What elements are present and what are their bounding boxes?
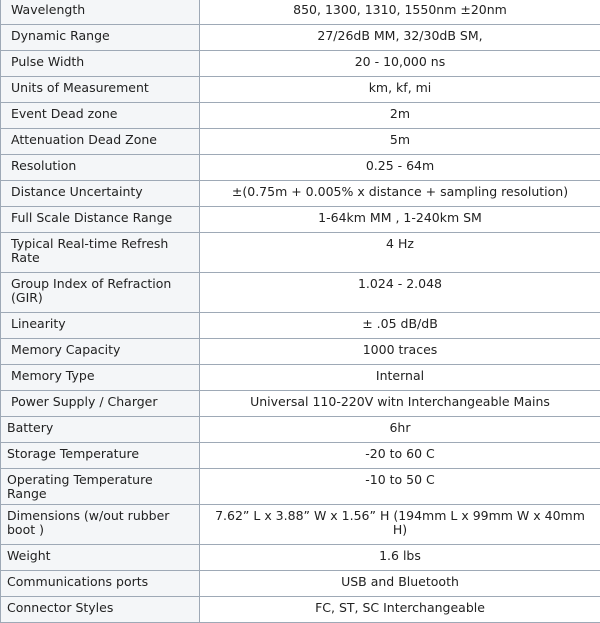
spec-label: Connector Styles xyxy=(1,597,200,623)
spec-value: 6hr xyxy=(200,417,600,443)
spec-row-full-scale-range xyxy=(1,207,600,233)
spec-label: Group Index of Refraction (GIR) xyxy=(1,273,200,313)
spec-row-battery xyxy=(1,417,600,443)
spec-row-distance-uncertainty xyxy=(1,181,600,207)
spec-row-dynamic-range xyxy=(1,25,600,51)
spec-value: 2m xyxy=(200,103,600,129)
spec-value: 27/26dB MM, 32/30dB SM, xyxy=(200,25,600,51)
spec-row-memory-type xyxy=(1,365,600,391)
spec-label: Operating Temperature Range xyxy=(1,469,200,505)
spec-value: 1000 traces xyxy=(200,339,600,365)
spec-value: 0.25 - 64m xyxy=(200,155,600,181)
spec-label: Weight xyxy=(1,545,200,571)
spec-value: ± .05 dB/dB xyxy=(200,313,600,339)
spec-label: Memory Type xyxy=(1,365,200,391)
spec-value: 7.62” L x 3.88” W x 1.56” H (194mm L x 99mm W x 40mm H) xyxy=(200,505,600,545)
spec-label: Attenuation Dead Zone xyxy=(1,129,200,155)
spec-row-refresh-rate xyxy=(1,233,600,273)
spec-row-wavelength xyxy=(1,0,600,25)
spec-label: Linearity xyxy=(1,313,200,339)
spec-label: Typical Real-time Refresh Rate xyxy=(1,233,200,273)
spec-value: FC, ST, SC Interchangeable xyxy=(200,597,600,623)
spec-label: Memory Capacity xyxy=(1,339,200,365)
spec-value: -20 to 60 C xyxy=(200,443,600,469)
spec-row-power-supply xyxy=(1,391,600,417)
spec-row-pulse-width xyxy=(1,51,600,77)
spec-row-communications-ports xyxy=(1,571,600,597)
spec-label: Battery xyxy=(1,417,200,443)
spec-row-weight xyxy=(1,545,600,571)
spec-row-storage-temperature xyxy=(1,443,600,469)
spec-value: 1.6 lbs xyxy=(200,545,600,571)
spec-label: Event Dead zone xyxy=(1,103,200,129)
spec-row-attenuation-dead-zone xyxy=(1,129,600,155)
spec-row-resolution xyxy=(1,155,600,181)
spec-value: USB and Bluetooth xyxy=(200,571,600,597)
spec-label: Power Supply / Charger xyxy=(1,391,200,417)
spec-label: Dimensions (w/out rubber boot ) xyxy=(1,505,200,545)
spec-value: 5m xyxy=(200,129,600,155)
spec-value: 4 Hz xyxy=(200,233,600,273)
spec-value: 1.024 - 2.048 xyxy=(200,273,600,313)
spec-row-units xyxy=(1,77,600,103)
spec-row-memory-capacity xyxy=(1,339,600,365)
spec-value: 20 - 10,000 ns xyxy=(200,51,600,77)
spec-value: Universal 110-220V witn Interchangeable Mains xyxy=(200,391,600,417)
spec-label: Communications ports xyxy=(1,571,200,597)
spec-row-dimensions xyxy=(1,505,600,545)
spec-label: Storage Temperature xyxy=(1,443,200,469)
spec-label: Full Scale Distance Range xyxy=(1,207,200,233)
spec-row-event-dead-zone xyxy=(1,103,600,129)
spec-row-linearity xyxy=(1,313,600,339)
spec-row-connector-styles xyxy=(1,597,600,623)
spec-value: 1-64km MM , 1-240km SM xyxy=(200,207,600,233)
spec-value: ±(0.75m + 0.005% x distance + sampling resolution) xyxy=(200,181,600,207)
spec-value: Internal xyxy=(200,365,600,391)
spec-label: Distance Uncertainty xyxy=(1,181,200,207)
spec-label: Wavelength xyxy=(1,0,200,25)
spec-row-operating-temperature xyxy=(1,469,600,505)
spec-row-refraction-index xyxy=(1,273,600,313)
spec-label: Resolution xyxy=(1,155,200,181)
spec-value: km, kf, mi xyxy=(200,77,600,103)
spec-label: Dynamic Range xyxy=(1,25,200,51)
spec-label: Pulse Width xyxy=(1,51,200,77)
spec-label: Units of Measurement xyxy=(1,77,200,103)
spec-value: 850, 1300, 1310, 1550nm ±20nm xyxy=(200,0,600,25)
spec-value: -10 to 50 C xyxy=(200,469,600,505)
